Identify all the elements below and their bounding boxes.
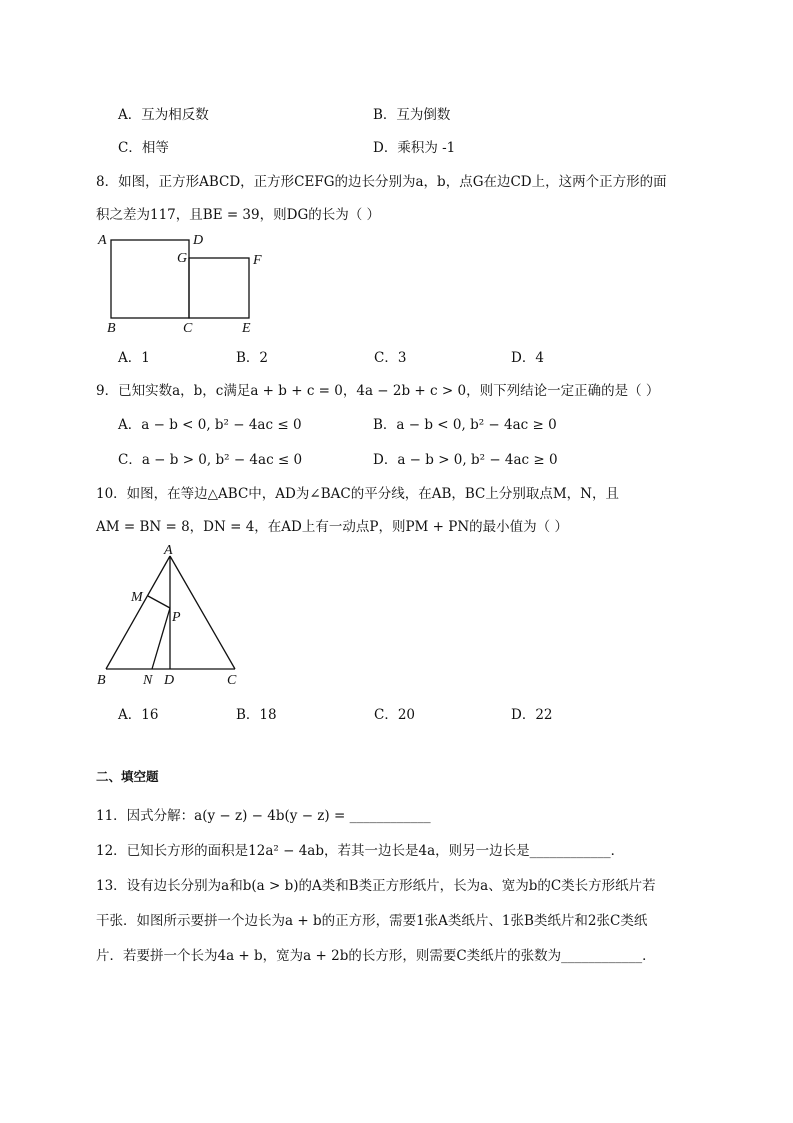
q13-line2: 干张．如图所示要拼一个边长为a + b的正方形，需要1张A类纸片、1张B类纸片和2张C类纸 [96, 913, 648, 929]
q10-option-c: C．20 [374, 707, 416, 723]
side-ab [106, 556, 170, 669]
q7-option-b: B．互为倒数 [373, 107, 451, 123]
q9-stem: 9．已知实数a，b，c满足a + b + c = 0，4a − 2b + c > 0，则下列结论一定正确的是（ ） [96, 383, 660, 399]
q13-line1: 13．设有边长分别为a和b(a > b)的A类和B类正方形纸片，长为a、宽为b的C类长方形纸片若 [96, 878, 656, 894]
label-n: N [143, 673, 153, 688]
square-cefg [189, 258, 249, 318]
q7-option-c: C．相等 [118, 140, 169, 156]
q10-stem-line2: AM = BN = 8，DN = 4，在AD上有一动点P，则PM + PN的最小值为（ ） [96, 519, 568, 535]
section-title: 二、填空题 [96, 769, 159, 784]
q8-option-c: C．3 [374, 350, 407, 366]
q8-stem-line1: 8．如图，正方形ABCD，正方形CEFG的边长分别为a，b，点G在边CD上，这两个正方形的面 [96, 174, 667, 190]
label-e: E [242, 321, 251, 336]
q10-option-d: D．22 [511, 707, 553, 723]
q9-option-b: B．a − b < 0, b² − 4ac ≥ 0 [373, 417, 557, 433]
q8-squares-figure [96, 228, 276, 336]
q9-option-d: D．a − b > 0, b² − 4ac ≥ 0 [373, 452, 558, 468]
q13-line3: 片．若要拼一个长为4a + b，宽为a + 2b的长方形，则需要C类纸片的张数为____________． [96, 948, 656, 964]
q8-stem-line2: 积之差为117，且BE = 39，则DG的长为（ ） [96, 207, 381, 223]
label-a: A [98, 233, 107, 248]
label-g: G [177, 251, 188, 266]
label-p: P [172, 610, 181, 625]
q8-option-a: A．1 [118, 350, 150, 366]
q9-option-c: C．a − b > 0, b² − 4ac ≤ 0 [118, 452, 303, 468]
label-a: A [164, 543, 173, 558]
segment-mp [148, 596, 170, 608]
label-d: D [164, 673, 175, 688]
segment-pn [152, 608, 170, 669]
q7-option-a: A．互为相反数 [118, 107, 209, 123]
q9-option-a: A．a − b < 0, b² − 4ac ≤ 0 [118, 417, 302, 433]
q7-option-d: D．乘积为 -1 [373, 140, 456, 156]
q10-triangle-figure [94, 540, 254, 690]
q10-option-a: A．16 [118, 707, 159, 723]
label-b: B [107, 321, 116, 336]
label-c: C [227, 673, 237, 688]
q8-option-d: D．4 [511, 350, 544, 366]
q12-text: 12．已知长方形的面积是12a² − 4ab，若其一边长是4a，则另一边长是____________． [96, 843, 625, 859]
label-m: M [131, 590, 143, 605]
q10-stem-line1: 10．如图，在等边△ABC中，AD为∠BAC的平分线，在AB，BC上分别取点M，N，且 [96, 486, 619, 502]
q10-option-b: B．18 [236, 707, 277, 723]
label-b: B [97, 673, 106, 688]
label-c: C [183, 321, 193, 336]
label-f: F [253, 253, 262, 268]
label-d: D [193, 233, 204, 248]
q8-option-b: B．2 [236, 350, 269, 366]
q11-text: 11．因式分解：a(y − z) − 4b(y − z) = ____________ [96, 808, 431, 824]
